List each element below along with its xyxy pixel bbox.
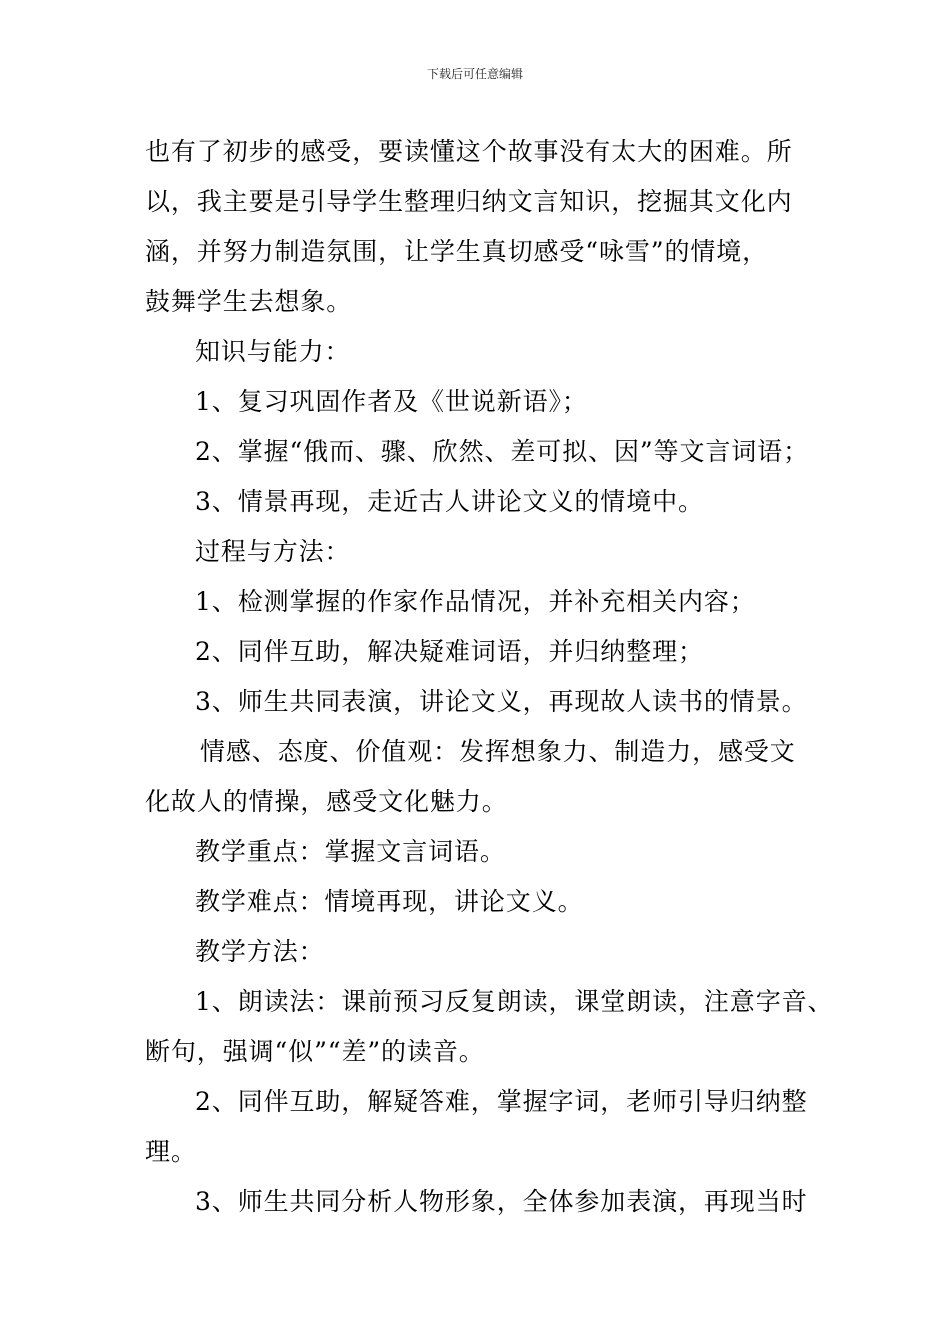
list-item: 1、复习巩固作者及《世说新语》； — [195, 387, 588, 416]
text-line: 理。 — [145, 1137, 197, 1166]
list-item: 3、情景再现，走近古人讲论文义的情境中。 — [195, 487, 704, 516]
text-line: 鼓舞学生去想象。 — [145, 287, 353, 316]
text-line: 教学难点：情境再现，讲论文义。 — [195, 887, 584, 916]
document-body — [145, 127, 835, 1227]
section-heading: 教学方法： — [195, 937, 325, 966]
section-heading: 过程与方法： — [195, 537, 351, 566]
text-line: 断句，强调“似”“差”的读音。 — [145, 1037, 485, 1066]
list-item: 2、同伴互助，解决疑难词语，并归纳整理； — [195, 637, 704, 666]
page-header: 下载后可任意编辑 — [426, 67, 523, 81]
list-item: 1、朗读法：课前预习反复朗读，课堂朗读，注意字音、 — [195, 987, 834, 1016]
text-line: 化故人的情操，感受文化魅力。 — [145, 787, 508, 816]
text-line: 也有了初步的感受，要读懂这个故事没有太大的困难。所 — [145, 137, 793, 166]
section-heading: 知识与能力： — [195, 337, 351, 366]
list-item: 1、检测掌握的作家作品情况，并补充相关内容； — [195, 587, 756, 616]
text-line: 以，我主要是引导学生整理归纳文言知识，挖掘其文化内 — [145, 187, 793, 216]
list-item: 2、同伴互助，解疑答难，掌握字词，老师引导归纳整 — [195, 1087, 808, 1116]
text-line: 教学重点：掌握文言词语。 — [195, 837, 506, 866]
list-item: 2、掌握“俄而、骤、欣然、差可拟、因”等文言词语； — [195, 437, 809, 466]
list-item: 3、师生共同表演，讲论文义，再现故人读书的情景。 — [195, 687, 808, 716]
list-item: 3、师生共同分析人物形象，全体参加表演，再现当时 — [195, 1187, 808, 1216]
text-line: 情感、态度、价值观：发挥想象力、制造力，感受文 — [200, 737, 796, 766]
text-line: 涵，并努力制造氛围，让学生真切感受“咏雪”的情境， — [145, 237, 769, 266]
